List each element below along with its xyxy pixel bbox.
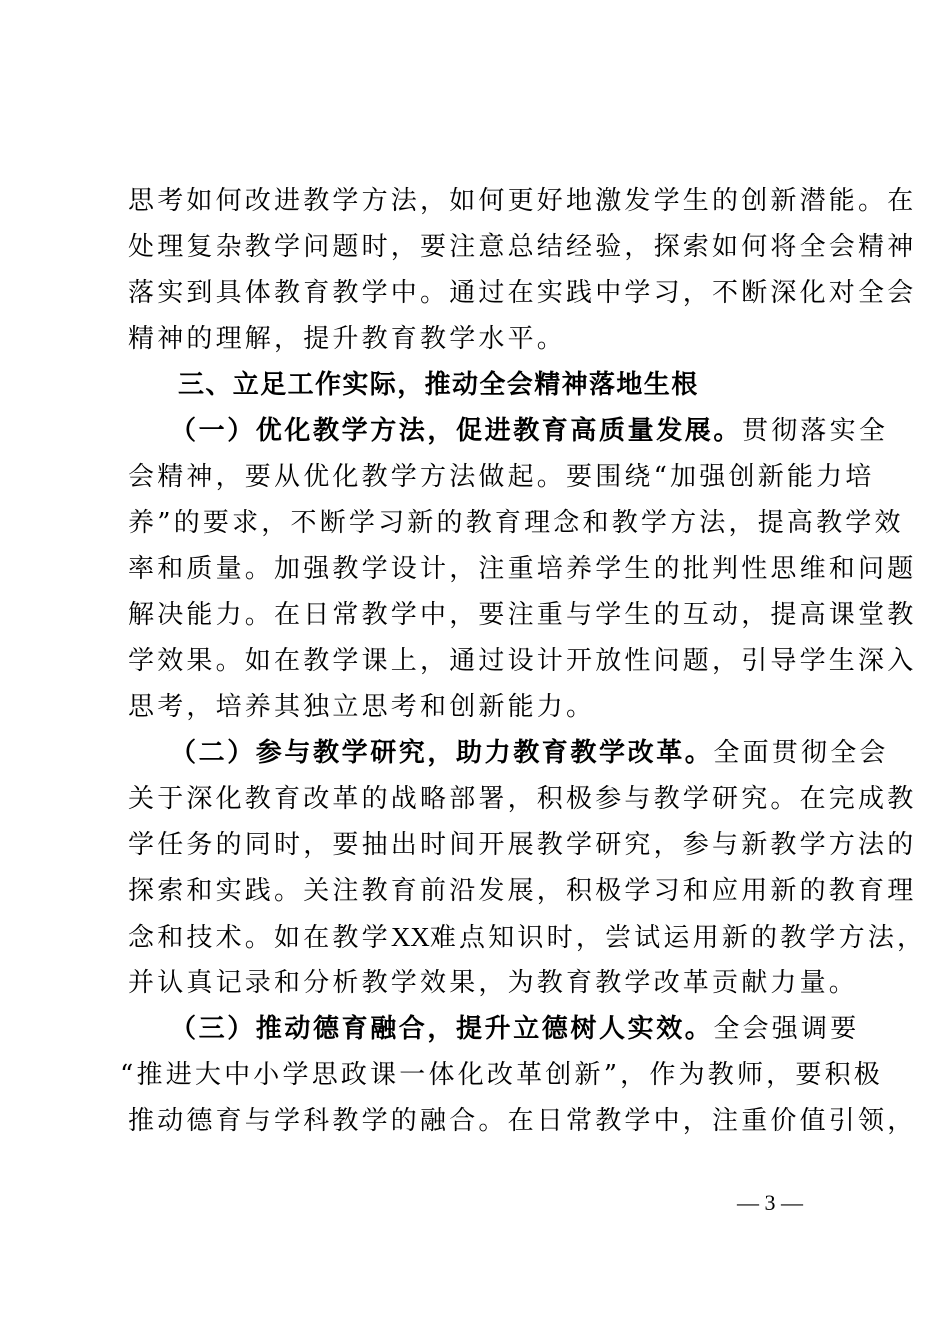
subsection-3-lead: （三）推动德育融合，提升立德树人实效。 — [170, 1014, 714, 1044]
paragraph-line: 率和质量。加强教学设计，注重培养学生的批判性思维和问题 — [128, 554, 917, 584]
paragraph-line: 精神的理解，提升教育教学水平。 — [128, 324, 567, 354]
paragraph-line: 学任务的同时，要抽出时间开展教学研究，参与新教学方法的 — [128, 830, 917, 860]
paragraph-line: 探索和实践。关注教育前沿发展，积极学习和应用新的教育理 — [128, 876, 917, 906]
xx-line-before: 念和技术。如在教学 — [128, 923, 391, 953]
paragraph-line: 思考如何改进教学方法，如何更好地激发学生的创新潜能。在 — [128, 186, 917, 216]
paragraph-line: 养”的要求，不断学习新的教育理念和教学方法，提高教学效 — [128, 508, 904, 538]
paragraph-line: 落实到具体教育教学中。通过在实践中学习，不断深化对全会 — [128, 278, 917, 308]
paragraph-line: 并认真记录和分析教学效果，为教育教学改革贡献力量。 — [128, 968, 859, 998]
page-number: — 3 — — [737, 1190, 803, 1215]
subsection-3-first-line — [170, 1014, 870, 1044]
section-heading: 三、立足工作实际，推动全会精神落地生根 — [178, 370, 699, 400]
paragraph-line: 思考，培养其独立思考和创新能力。 — [128, 692, 596, 722]
subsection-1-first-line — [170, 416, 889, 446]
xx-line-after: 难点知识时，尝试运用新的教学方法， — [429, 923, 927, 953]
subsection-3-rest: 全会强调要 — [713, 1014, 860, 1044]
paragraph-line: 推动德育与学科教学的融合。在日常教学中，注重价值引领， — [128, 1106, 917, 1136]
paragraph-line: 关于深化教育改革的战略部署，积极参与教学研究。在完成教 — [128, 784, 917, 814]
xx-placeholder: XX — [390, 922, 430, 952]
subsection-1-rest: 贯彻落实全 — [742, 416, 889, 446]
paragraph-line: 会精神，要从优化教学方法做起。要围绕“加强创新能力培 — [128, 462, 875, 492]
paragraph-line: 解决能力。在日常教学中，要注重与学生的互动，提高课堂教 — [128, 600, 917, 630]
paragraph-line: “推进大中小学思政课一体化改革创新”，作为教师，要积极 — [120, 1060, 883, 1090]
subsection-2-rest: 全面贯彻全会 — [713, 738, 889, 768]
subsection-2-lead: （二）参与教学研究，助力教育教学改革。 — [170, 738, 714, 768]
paragraph-line: 处理复杂教学问题时，要注意总结经验，探索如何将全会精神 — [128, 232, 917, 262]
paragraph-line-xx — [128, 922, 927, 953]
subsection-1-lead: （一）优化教学方法，促进教育高质量发展。 — [170, 416, 743, 446]
subsection-2-first-line — [170, 738, 889, 768]
paragraph-line: 学效果。如在教学课上，通过设计开放性问题，引导学生深入 — [128, 646, 917, 676]
